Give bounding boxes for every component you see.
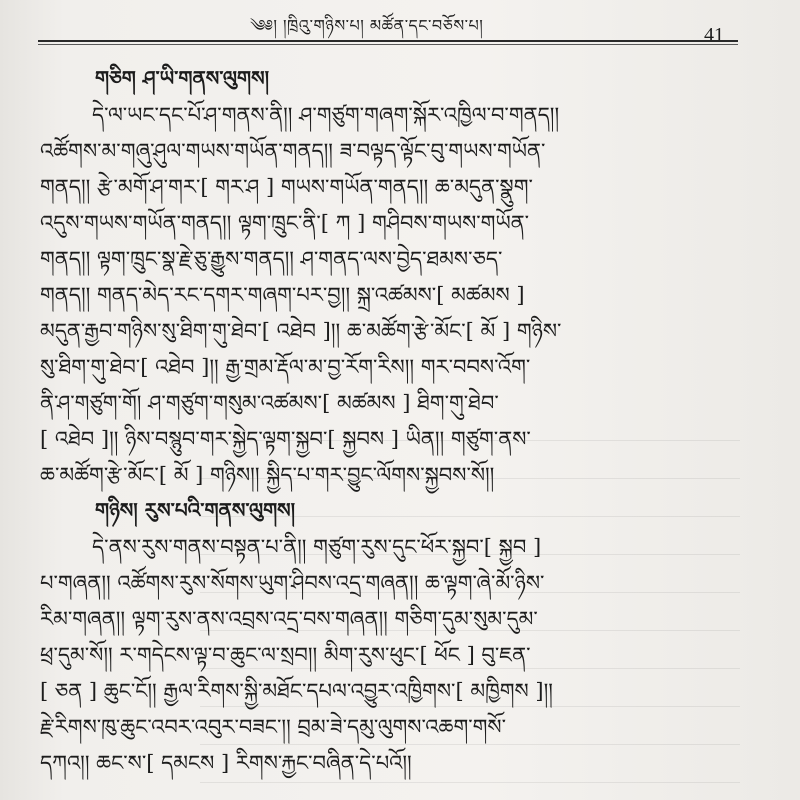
- running-title: ༄༅། །ཁྲིའུ་གཉིས་པ། མཚོན་དང་བཅོས་པ།: [250, 16, 484, 35]
- text-line: དཀའ།། ཆང་ས་[ དམངས ] རིགས་རྐྱང་བཞིན་དེ་པའོ།།: [40, 751, 412, 775]
- section-heading-bones: གཉིས། རུས་པའི་གནས་ལུགས།: [95, 498, 296, 522]
- text-line: གནད།། ལྟག་ཁྲུང་སྣ་རྗེ་ཅུ་རྒྱུས་གནད།། ཤ་གནད་ལས་བྱེད་ཐམས་ཅད་: [40, 247, 503, 271]
- header-rule: [38, 40, 738, 42]
- text-line: འདུས་གཡས་གཡོན་གནད།། ལྟག་ཁྲུང་ནི་[ ཀ ] གཤིབས་གཡས་གཡོན་: [40, 211, 530, 235]
- text-line: རྗེ་རིགས་ཁུ་ཆུང་འབར་འབུར་བཟང་།། བྲམ་ཟེ་དམུ་ལུགས་འཆག་གསོ་: [40, 715, 507, 739]
- text-line: གནད།། གནད་མེད་རང་དགར་གཞག་པར་བྱ།། སྐྲ་འཚམས་[ མཚམས ]: [40, 283, 525, 307]
- running-header: [0, 6, 800, 46]
- text-line: འཚོགས་མ་གཞུ་ཤུལ་གཡས་གཡོན་གནད།། ཟ་བལྟད་ལྟོང་བུ་གཡས་གཡོན་: [40, 139, 546, 163]
- section-heading-flesh: གཅིག ཤ་ཡི་གནས་ལུགས།: [95, 66, 270, 90]
- text-line: པ་གཞན།། འཚོགས་རུས་སོགས་ཡུག་ཤིབས་འདྲ་གཞན།། ཆ་ལྟག་ཞེ་མོ་ཉིས་: [40, 571, 545, 595]
- text-line: དེ་ལ་ཡང་དང་པོ་ཤ་གནས་ནི།། ཤ་གཙུག་གཞག་སྐོར་འཁྱིལ་བ་གནད།།: [92, 103, 560, 127]
- text-line: ཆ་མཚོག་རྩེ་མོང་[ མོ ] གཉིས།། སྐྱིད་པ་གར་བྱུང་ལོགས་སྐྱབས་སོ།།: [40, 463, 495, 487]
- text-line: ཕྲ་དུམ་སོ།། ར་གདེངས་ལྟ་བ་ཆུང་ལ་སྲབ།། མིག་རུས་ཕུང་[ ཕོང ] བུ་ཇན་: [40, 643, 531, 667]
- text-line: རིམ་གཞན།། ལྟག་རུས་ནས་འབྲས་འདྲ་བས་གཞན།། གཅིག་དུམ་སུམ་དུམ་: [40, 607, 538, 631]
- page-number: 41: [704, 24, 724, 46]
- header-rule-thin: [38, 44, 738, 45]
- text-line: མདུན་རྒྱབ་གཉིས་སུ་ཐིག་གུ་ཐེབ་[ འཐེབ ]།། ཆ་མཚོག་རྩེ་མོང་[ མོ ] གཉིས་: [40, 319, 562, 343]
- text-line: [ ཅན ] ཆུང་ངོ།། རྒྱལ་རིགས་སྐྱི་མཐོང་དཔལ་འབྱུར་འཁྱིགས་[ མཁྱིགས ]།།: [40, 679, 553, 703]
- text-line: སུ་ཐིག་གུ་ཐེབ་[ འཐེབ ]།། རྒྱ་གྲམ་རྡོལ་མ་བྱ་རོག་རིས།། གར་བབས་འོག་: [40, 355, 531, 379]
- text-line: དེ་ནས་རུས་གནས་བསྟན་པ་ནི།། གཙུག་རུས་དུང་ཕོར་སྐྱབ་[ སྐྱབ ]: [92, 535, 542, 559]
- text-line: ནི་ཤ་གཙུག་གོ། ཤ་གཙུག་གསུམ་འཚམས་[ མཚམས ] ཐིག་གུ་ཐེབ་: [40, 391, 499, 415]
- text-line: གནད།། རྩེ་མགོ་ཤ་གར་[ གར་ཤ ] གཡས་གཡོན་གནད།། ཆ་མདུན་སྣུག་: [40, 175, 533, 199]
- text-line: [ འཐེབ ]།། ཉིས་བསྙུབ་གར་སྐྱེད་ལྟག་སྐྱབ་[ སྐྱབས ] ཡིན།། གཙུག་ནས་: [40, 427, 531, 451]
